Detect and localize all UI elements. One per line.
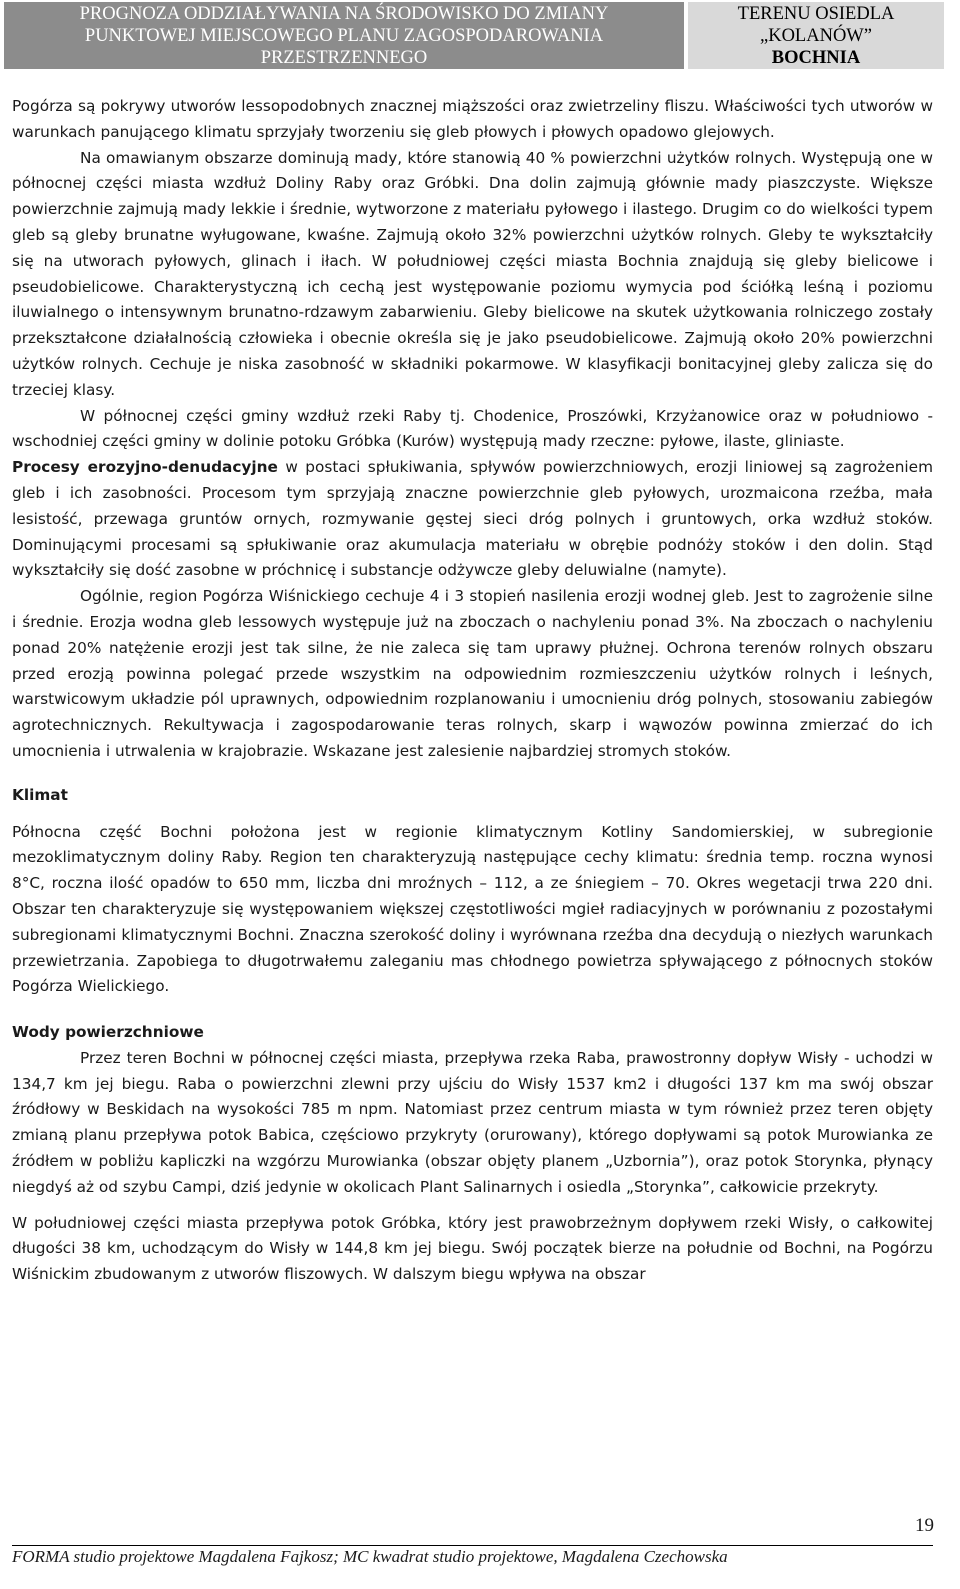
paragraph-erosion-region: Ogólnie, region Pogórza Wiśnickiego cechuje 4 i 3 stopień nasilenia erozji wodnej gleb. Jest to zagrożenie silne i średnie. Erozja wodna gleb lessowych występuje już na zboczach o nachyleniu ponad 3%. Na zboczach o nachyleniu ponad 20% natężenie erozji jest tak silne, że nie zaleca się tam uprawy płużnej. Ochrona terenów rolnych obszaru przed erozją powinna polegać przede wszystkim na odpowiednim rozmieszczeniu użytków rolnych i leśnych, warstwicowym układzie pól uprawnych, odpowiednim rozplanowaniu i umocnieniu dróg polnych, stosowaniu zabiegów agrotechnicznych. Rekultywacja i zagospodarowanie teras rolnych, skarp i wąwozów powinna zmierzać do ich umocnienia i utrwalenia w krajobrazie. Wskazane jest zalesienie najbardziej stromych stoków. bbox=[12, 587, 933, 760]
document-title-box bbox=[4, 2, 684, 69]
section-heading-klimat: Klimat bbox=[12, 785, 68, 804]
paragraph-wody-raba: Przez teren Bochni w północnej części miasta, przepływa rzeka Raba, prawostronny dopływ Wisły - uchodzi w 134,7 km jej biegu. Raba o powierzchni zlewni przy ujściu do Wisły 1537 km2 i długości 137 km ma swój obszar źródłowy w Beskidach na wysokości 785 m npm. Natomiast przez centrum miasta w tym również przez teren objęty zmianą planu przepływa potok Babica, częściowo przykryty (orurowany), którego dopływami są potok Murowianka ze źródłem w pobliżu kapliczki na wzgórzu Murowianka (obszar objęty planem „Uzbornia”), oraz potok Storynka, płynący niegdyś aż od szybu Campi, dziś jedynie w okolicach Plant Salinarnych i osiedla „Storynka”, całkowicie przekryty. bbox=[12, 1048, 933, 1196]
paragraph-soil-cover: Pogórza są pokrywy utworów lessopodobnych znacznej miąższości oraz zwietrzeliny fliszu. Właściwości tych utworów w warunkach panującego klimatu sprzyjały tworzeniu się gleb płowych i płowych opadowo glejowych. bbox=[12, 97, 933, 141]
document-title-line-3: PRZESTRZENNEGO bbox=[260, 47, 428, 68]
erosion-term: Procesy erozyjno-denudacyjne bbox=[12, 458, 278, 477]
area-title-line-3: BOCHNIA bbox=[771, 47, 861, 68]
paragraph-soil-types: Na omawianym obszarze dominują mady, które stanowią 40 % powierzchni użytków rolnych. Występują one w północnej części miasta wzdłuż Doliny Raby oraz Gróbki. Dna dolin zajmują głównie mady piaszczyste. Większe powierzchnie zajmują mady lekkie i średnie, wytworzone z materiału pyłowego i ilastego. Drugim co do wielkości typem gleb są gleby brunatne wyługowane, kwaśne. Zajmują około 32% powierzchni użytków rolnych. Gleby te wykształciły się na utworach pyłowych, glinach i iłach. W południowej części miasta Bochnia znajdują się gleby bielicowe i pseudobielicowe. Charakterystyczną ich cechą jest występowanie poziomu wymycia pod ściółką leśną i poziomu iluwialnego o intensywnym brunatno-rdzawym zabarwieniu. Gleby bielicowe na skutek użytkowania rolniczego zostały przekształcone działalnością człowieka i obecnie określa się je jako pseudobielicowe. Zajmują około 20% powierzchni użytków rolnych. Cechuje je niska zasobność w składniki pokarmowe. W klasyfikacji bonitacyjnej gleby zalicza się do trzeciej klasy. bbox=[12, 148, 933, 399]
page-header bbox=[4, 2, 944, 69]
paragraph-erosion bbox=[12, 455, 933, 584]
footer-credits: FORMA studio projektowe Magdalena Fajkosz; MC kwadrat studio projektowe, Magdalena Czechowska bbox=[12, 1547, 728, 1566]
area-title-box bbox=[688, 2, 944, 69]
section-heading-wody: Wody powierzchniowe bbox=[12, 1023, 204, 1042]
document-title-line-1: PROGNOZA ODDZIAŁYWANIA NA ŚRODOWISKO DO ZMIANY bbox=[79, 3, 609, 24]
paragraph-river-soils: W północnej części gminy wzdłuż rzeki Raby tj. Chodenice, Proszówki, Krzyżanowice oraz w południowo - wschodniej części gminy w dolinie potoku Gróbka (Kurów) występują mady rzeczne: pyłowe, ilaste, gliniaste. bbox=[12, 406, 933, 451]
page-content bbox=[12, 94, 933, 1288]
area-title-line-2: „KOLANÓW” bbox=[760, 25, 872, 46]
paragraph-klimat: Północna część Bochni położona jest w regionie klimatycznym Kotliny Sandomierskiej, w subregionie mezoklimatycznym doliny Raby. Region ten charakteryzują następujące cechy klimatu: średnia temp. roczna wynosi 8°C, roczna ilość opadów to 650 mm, liczba dni mroźnych – 112, a ze śniegiem – 70. Okres wegetacji trwa 220 dni. Obszar ten charakteryzuje się występowaniem większej częstotliwości mgieł radiacyjnych w porównaniu z pozostałymi subregionami klimatycznymi Bochni. Znaczna szerokość doliny i wyrównana rzeźba dna decydują o niezłych warunkach przewietrzania. Zapobiega to długotrwałemu zaleganiu mas chłodnego powietrza spływającego z północnych stoków Pogórza Wielickiego. bbox=[12, 822, 933, 996]
document-title-line-2: PUNKTOWEJ MIEJSCOWEGO PLANU ZAGOSPODAROWANIA bbox=[84, 25, 604, 46]
paragraph-wody-grobka: W południowej części miasta przepływa potok Gróbka, który jest prawobrzeżnym dopływem rzeki Wisły, o całkowitej długości 38 km, uchodzącym do Wisły w 144,8 km jej biegu. Swój początek bierze na południe od Bochni, na Pogórzu Wiśnickim zbudowanym z utworów fliszowych. W dalszym biegu wpływa na obszar bbox=[12, 1213, 933, 1284]
page-number: 19 bbox=[915, 1515, 934, 1536]
erosion-text: w postaci spłukiwania, spływów powierzchniowych, erozji liniowej są zagrożeniem gleb i ich zasobności. Procesom tym sprzyjają znaczne powierzchnie gleb pyłowych, urozmaicona rzeźba, mała lesistość, przewaga gruntów ornych, rozmywanie gęstej sieci dróg polnych i gruntowych, orka wzdłuż stoków. Dominującymi procesami są spłukiwanie oraz akumulacja materiału w obrębie podnóży stoków i den dolin. Stąd wykształciły się dość zasobne w próchnicę i substancje odżywcze gleby deluwialne (namyte). bbox=[12, 458, 933, 580]
area-title-line-1: TERENU OSIEDLA bbox=[737, 3, 895, 24]
